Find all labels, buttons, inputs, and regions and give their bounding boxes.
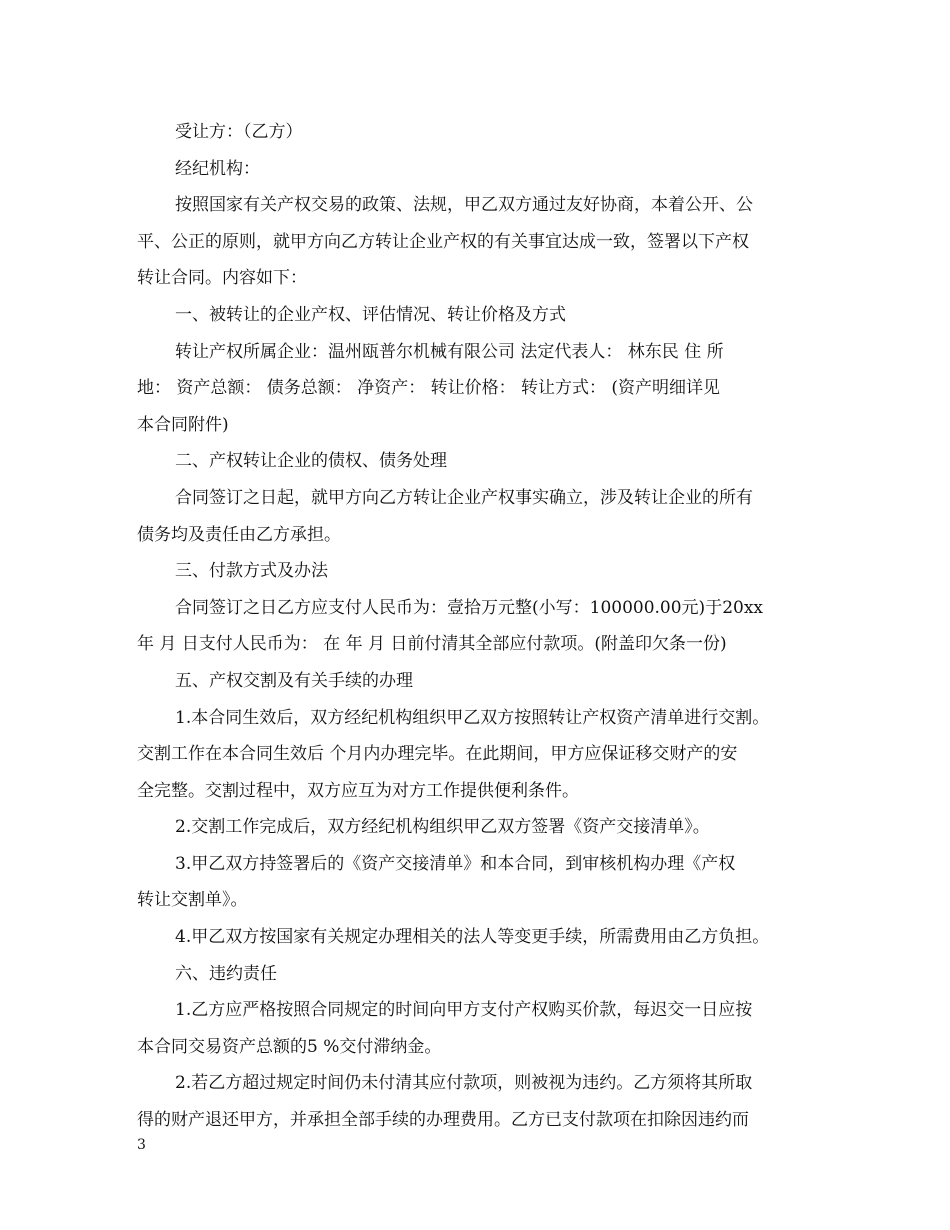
section-5-item-3-line-2: 转让交割单》。: [137, 890, 248, 911]
document-body: [137, 114, 813, 1139]
preamble-line-2: 平、公正的原则，就甲方向乙方转让企业产权的有关事宜达成一致，签署以下产权: [137, 231, 749, 252]
section-5-item-1-line-1: 1.本合同生效后，双方经纪机构组织甲乙双方按照转让产权资产清单进行交割。: [175, 707, 770, 728]
preamble-line-1: 按照国家有关产权交易的政策、法规，甲乙双方通过友好协商，本着公开、公: [175, 195, 753, 216]
section-5-item-3-line-1: 3.甲乙双方持签署后的《资产交接清单》和本合同，到审核机构办理《产权: [175, 853, 736, 874]
section-heading-1: 一、被转让的企业产权、评估情况、转让价格及方式: [175, 304, 566, 325]
section-3-line-2: 年 月 日支付人民币为： 在 年 月 日前付清其全部应付款项。(附盖印欠条一份): [137, 634, 727, 655]
section-5-item-1-line-2: 交割工作在本合同生效后 个月内办理完毕。在此期间，甲方应保证移交财产的安: [137, 744, 738, 765]
section-6-item-2-line-1: 2.若乙方超过规定时间仍未付清其应付款项，则被视为违约。乙方须将其所取: [175, 1073, 753, 1094]
broker-line: 经纪机构：: [175, 158, 260, 179]
section-6-item-1-line-1: 1.乙方应严格按照合同规定的时间向甲方支付产权购买价款，每迟交一日应按: [175, 1000, 753, 1021]
section-6-item-2-line-2: 得的财产退还甲方，并承担全部手续的办理费用。乙方已支付款项在扣除因违约而: [137, 1110, 749, 1131]
section-1-line-2: 地： 资产总额： 债务总额： 净资产： 转让价格： 转让方式： (资产明细详见: [137, 378, 721, 399]
section-6-item-1-line-2: 本合同交易资产总额的5 %交付滞纳金。: [137, 1036, 442, 1057]
section-5-item-1-line-3: 全完整。交割过程中，双方应互为对方工作提供便利条件。: [137, 780, 579, 801]
section-2-line-1: 合同签订之日起，就甲方向乙方转让企业产权事实确立，涉及转让企业的所有: [175, 487, 753, 508]
section-3-line-1: 合同签订之日乙方应支付人民币为：壹拾万元整(小写：100000.00元)于20xx: [175, 597, 764, 618]
section-heading-3: 三、付款方式及办法: [175, 561, 328, 582]
section-5-item-2: 2.交割工作完成后，双方经纪机构组织甲乙双方签署《资产交接清单》。: [175, 817, 710, 838]
section-heading-5: 五、产权交割及有关手续的办理: [175, 670, 413, 691]
section-1-line-1: 转让产权所属企业：温州瓯普尔机械有限公司 法定代表人： 林东民 住 所: [175, 341, 724, 362]
page-number: 3: [137, 1137, 146, 1153]
preamble-line-3: 转让合同。内容如下：: [137, 268, 307, 289]
section-5-item-4: 4.甲乙双方按国家有关规定办理相关的法人等变更手续，所需费用由乙方负担。: [175, 927, 770, 948]
transferee-line: 受让方：（乙方）: [175, 122, 303, 142]
section-heading-6: 六、违约责任: [175, 963, 277, 984]
section-2-line-2: 债务均及责任由乙方承担。: [137, 524, 341, 545]
section-1-line-3: 本合同附件): [137, 414, 229, 435]
section-heading-2: 二、产权转让企业的债权、债务处理: [175, 451, 447, 472]
